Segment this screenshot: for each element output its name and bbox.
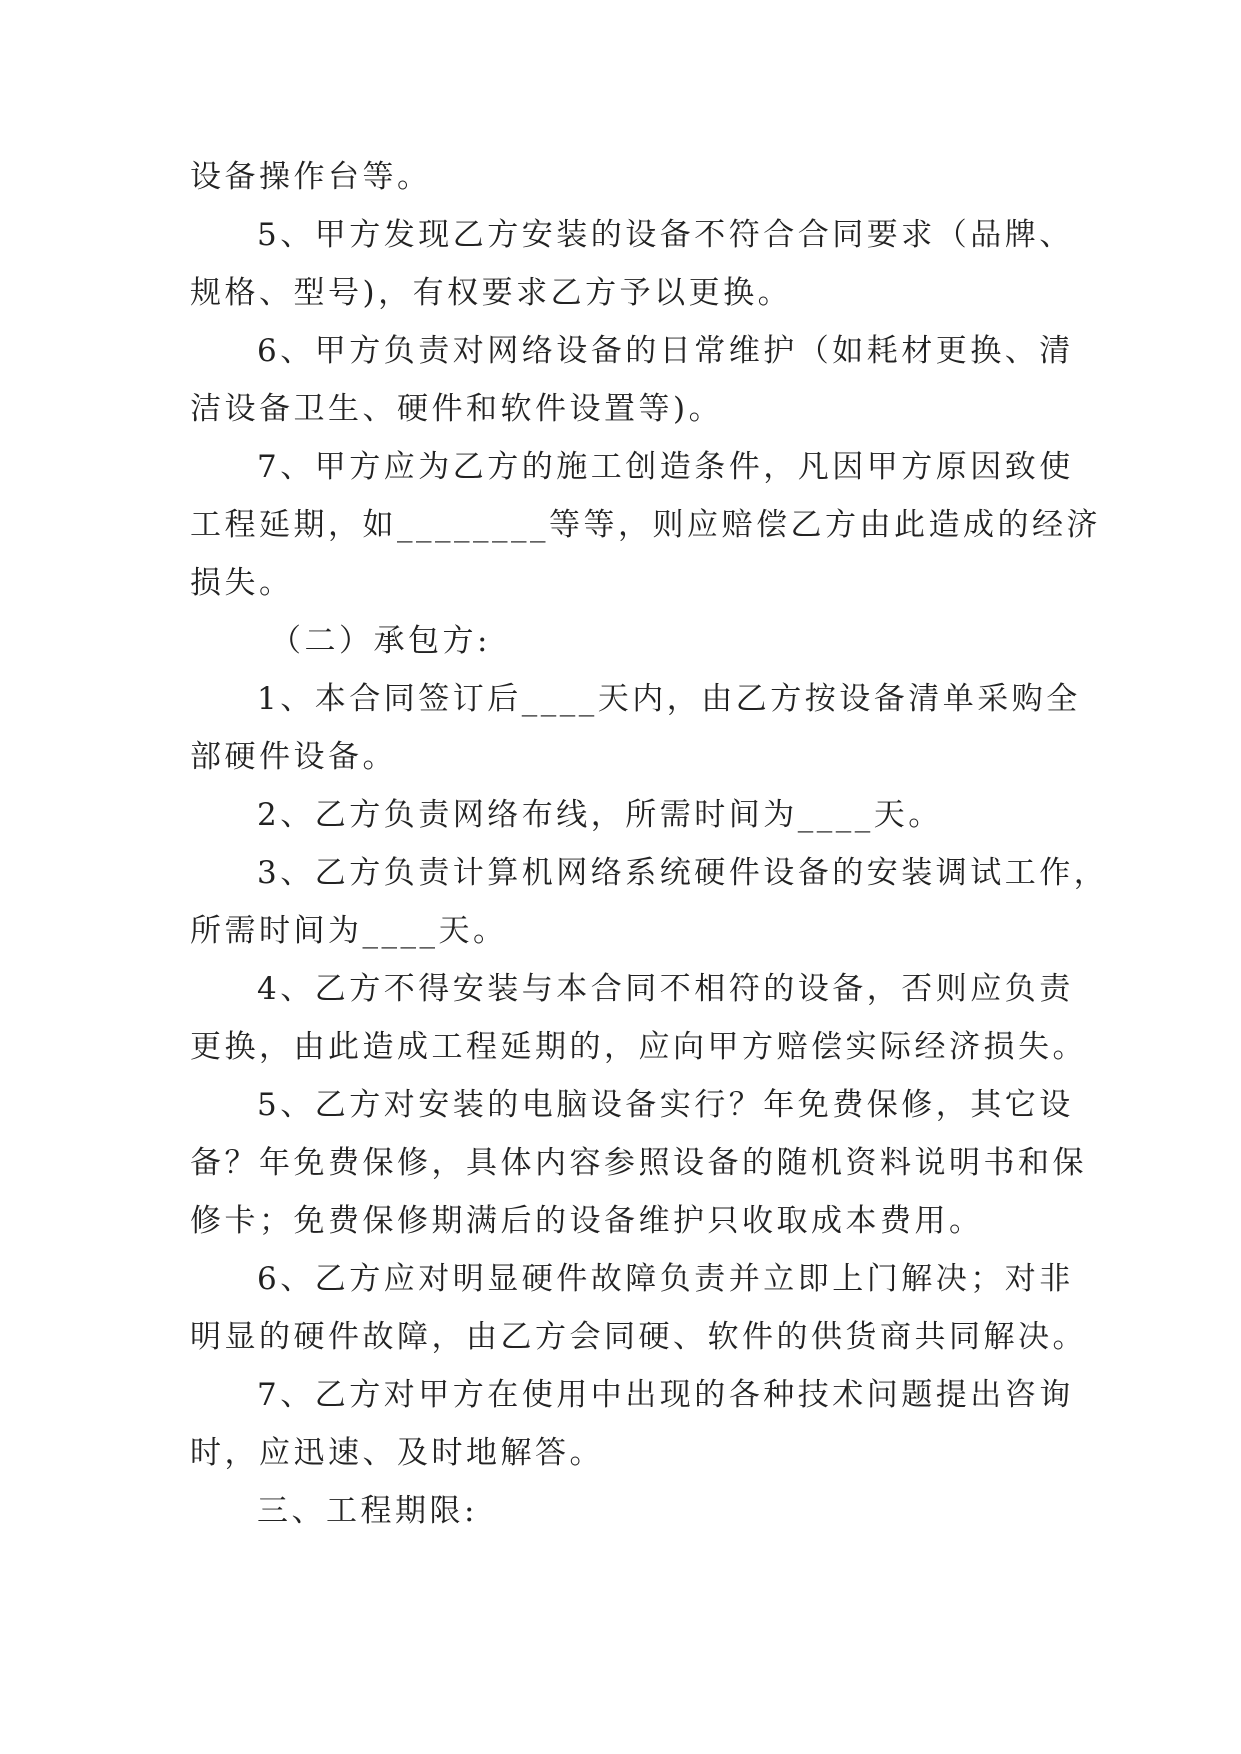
text-line: 修卡；免费保修期满后的设备维护只收取成本费用。 (190, 1203, 984, 1239)
text-line: 部硬件设备。 (190, 739, 397, 775)
text-line: 5、乙方对安装的电脑设备实行？年免费保修，其它设 (257, 1087, 1074, 1123)
text-line: 7、甲方应为乙方的施工创造条件，凡因甲方原因致使 (257, 449, 1074, 485)
text-line: 更换，由此造成工程延期的，应向甲方赔偿实际经济损失。 (190, 1029, 1087, 1065)
text-line: 设备操作台等。 (190, 159, 432, 195)
text-line: 6、乙方应对明显硬件故障负责并立即上门解决；对非 (257, 1261, 1074, 1297)
text-line: 工程延期，如________等等，则应赔偿乙方由此造成的经济 (190, 507, 1101, 543)
text-line: 2、乙方负责网络布线，所需时间为____天。 (257, 797, 943, 833)
text-line: 3、乙方负责计算机网络系统硬件设备的安装调试工作， (257, 855, 1109, 891)
text-line: 4、乙方不得安装与本合同不相符的设备，否则应负责 (257, 971, 1074, 1007)
text-line: 规格、型号)，有权要求乙方予以更换。 (190, 275, 793, 311)
text-line: 7、乙方对甲方在使用中出现的各种技术问题提出咨询 (257, 1377, 1074, 1413)
text-line: 洁设备卫生、硬件和软件设置等)。 (190, 391, 724, 427)
section-heading: （二）承包方: (270, 623, 491, 659)
text-line: 所需时间为____天。 (190, 913, 508, 949)
text-line: 损失。 (190, 565, 294, 601)
text-line: 备？年免费保修，具体内容参照设备的随机资料说明书和保 (190, 1145, 1087, 1181)
document-body (190, 148, 1109, 1540)
text-line: 6、甲方负责对网络设备的日常维护（如耗材更换、清 (257, 333, 1074, 369)
text-line: 1、本合同签订后____天内，由乙方按设备清单采购全 (257, 681, 1081, 717)
section-heading: 三、工程期限: (257, 1493, 478, 1529)
text-line: 5、甲方发现乙方安装的设备不符合合同要求（品牌、 (257, 217, 1074, 253)
text-line: 明显的硬件故障，由乙方会同硬、软件的供货商共同解决。 (190, 1319, 1087, 1355)
text-line: 时，应迅速、及时地解答。 (190, 1435, 604, 1471)
